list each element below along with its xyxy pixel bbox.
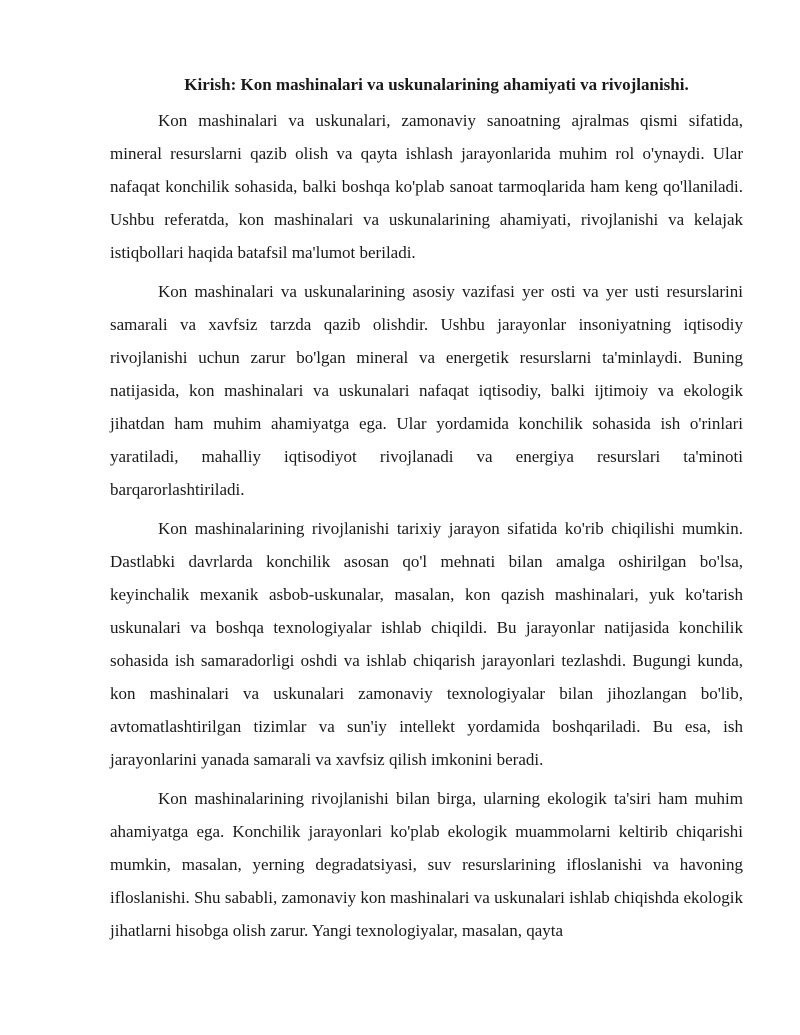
document-title: Kirish: Kon mashinalari va uskunalarining ahamiyati va rivojlanishi. [184, 75, 689, 94]
paragraph-4: Kon mashinalarining rivojlanishi bilan birga, ularning ekologik ta'siri ham muhim ahamiyatga ega. Konchilik jarayonlari ko'plab ekologik muammolarni keltirib chiqarishi mumkin, masalan, yerning degradatsiyasi, suv resurslarining ifloslanishi va havoning ifloslanishi. Shu sababli, zamonaviy kon mashinalari va uskunalari ishlab chiqishda ekologik jihatlarni hisobga olish zarur. Yangi texnologiyalar, masalan, qayta [110, 789, 743, 940]
paragraph-3: Kon mashinalarining rivojlanishi tarixiy jarayon sifatida ko'rib chiqilishi mumkin. Dastlabki davrlarda konchilik asosan qo'l mehnati bilan amalga oshirilgan bo'lsa, keyinchalik mexanik asbob-uskunalar, masalan, kon qazish mashinalari, yuk ko'tarish uskunalari va boshqa texnologiyalar ishlab chiqildi. Bu jarayonlar natijasida konchilik sohasida ish samaradorligi oshdi va ishlab chiqarish jarayonlari tezlashdi. Bugungi kunda, kon mashinalari va uskunalari zamonaviy texnologiyalar bilan jihozlangan bo'lib, avtomatlashtirilgan tizimlar va sun'iy intellekt yordamida boshqariladi. Bu esa, ish jarayonlarini yanada samarali va xavfsiz qilish imkonini beradi. [110, 519, 743, 769]
document-body [110, 68, 743, 953]
paragraph-1: Kon mashinalari va uskunalari, zamonaviy sanoatning ajralmas qismi sifatida, mineral resurslarni qazib olish va qayta ishlash jarayonlarida muhim rol o'ynaydi. Ular nafaqat konchilik sohasida, balki boshqa ko'plab sanoat tarmoqlarida ham keng qo'llaniladi. Ushbu referatda, kon mashinalari va uskunalarining ahamiyati, rivojlanishi va kelajak istiqbollari haqida batafsil ma'lumot beriladi. [110, 111, 743, 262]
paragraph-2: Kon mashinalari va uskunalarining asosiy vazifasi yer osti va yer usti resurslarini samarali va xavfsiz tarzda qazib olishdir. Ushbu jarayonlar insoniyatning iqtisodiy rivojlanishi uchun zarur bo'lgan mineral va energetik resurslarni ta'minlaydi. Buning natijasida, kon mashinalari va uskunalari nafaqat iqtisodiy, balki ijtimoiy va ekologik jihatdan ham muhim ahamiyatga ega. Ular yordamida konchilik sohasida ish o'rinlari yaratiladi, mahalliy iqtisodiyot rivojlanadi va energiya resurslari ta'minoti barqarorlashtiriladi. [110, 282, 743, 499]
